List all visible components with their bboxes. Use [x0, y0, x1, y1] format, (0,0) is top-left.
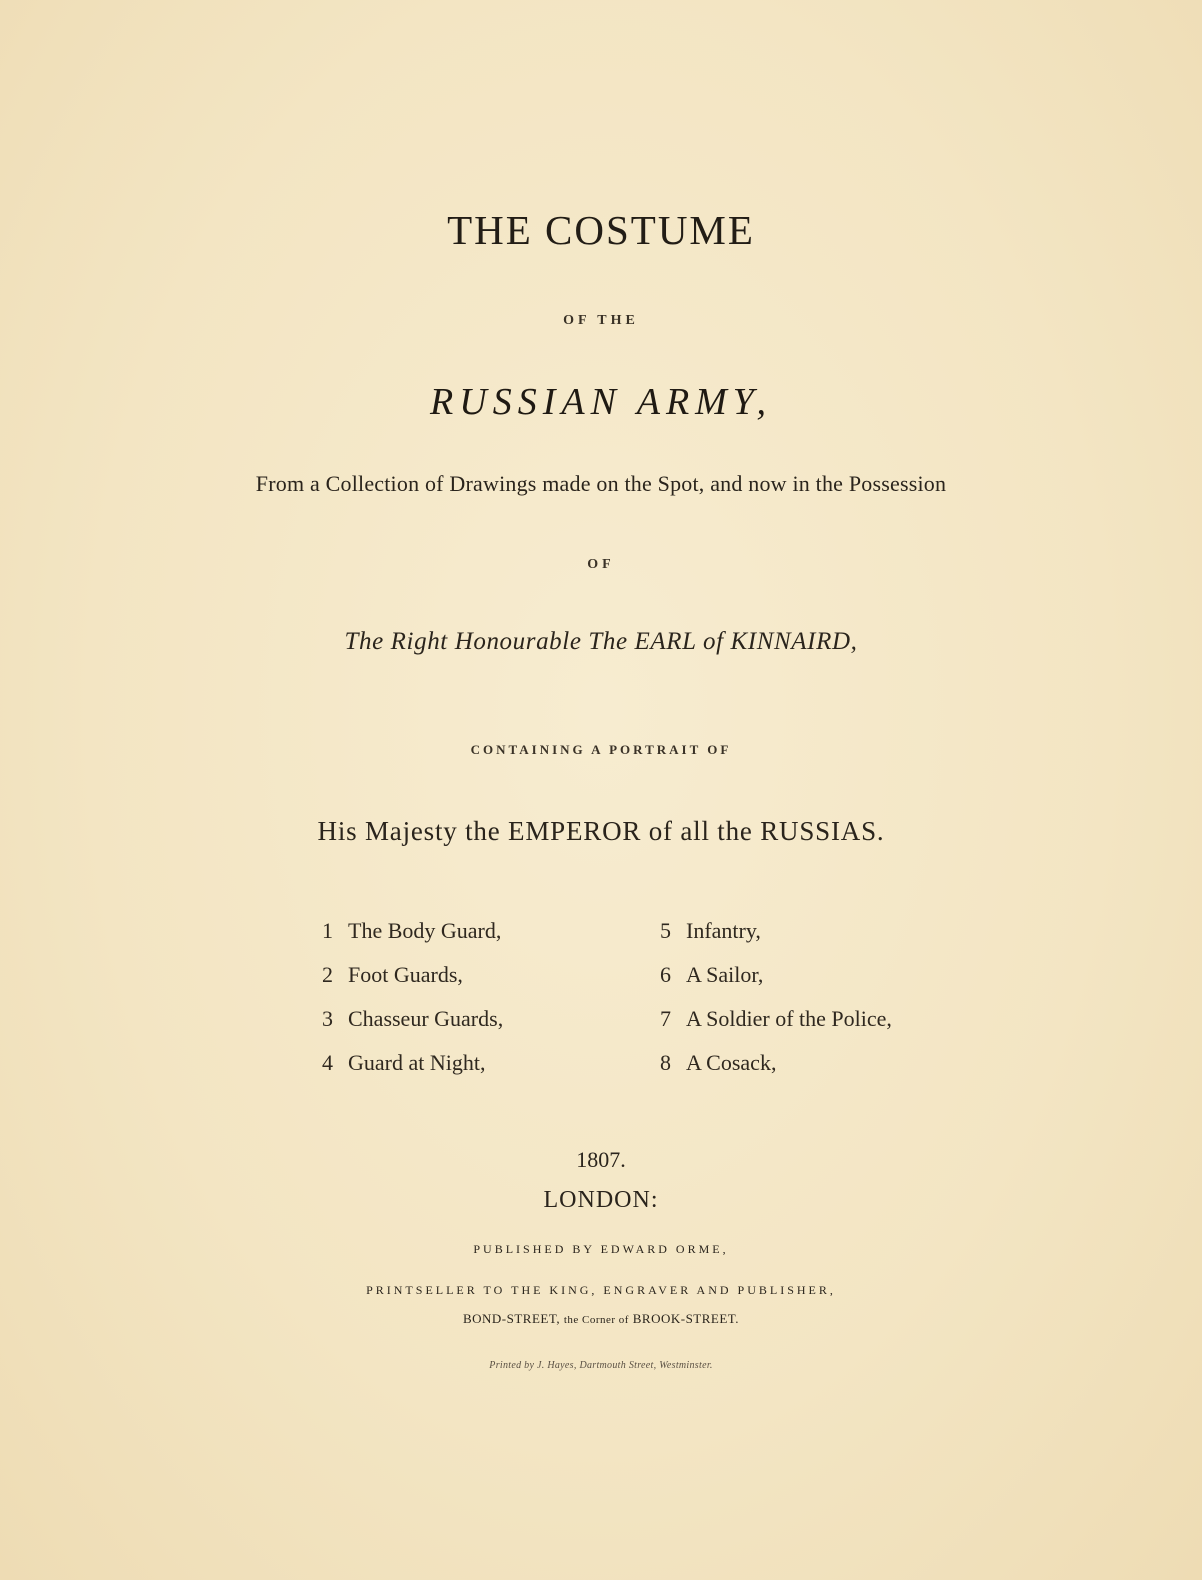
plate-item	[660, 962, 763, 988]
plate-label: Guard at Night,	[348, 1050, 486, 1075]
plate-label: A Cosack,	[686, 1050, 777, 1075]
plate-item	[660, 1050, 776, 1076]
plate-list	[0, 918, 1202, 1098]
address-street: BOND-STREET,	[462, 1311, 561, 1326]
plate-label: Foot Guards,	[348, 962, 463, 987]
plate-label: Chasseur Guards,	[348, 1006, 504, 1031]
of-line: OF	[587, 557, 615, 572]
publisher-line: PUBLISHED BY EDWARD ORME,	[473, 1242, 729, 1256]
plate-item	[322, 1006, 503, 1032]
plate-label: A Soldier of the Police,	[686, 1006, 892, 1031]
collection-description: From a Collection of Drawings made on the Spot, and now in the Possession	[255, 471, 947, 496]
plate-number: 6	[660, 962, 671, 987]
address-corner: the Corner of	[563, 1314, 629, 1326]
plate-number: 8	[660, 1050, 671, 1075]
plate-item	[660, 918, 761, 944]
plate-item	[322, 962, 463, 988]
plate-number: 7	[660, 1006, 671, 1031]
plate-label: Infantry,	[686, 918, 761, 943]
plate-item	[322, 918, 501, 944]
publication-year: 1807.	[576, 1147, 626, 1172]
plate-item	[322, 1050, 485, 1076]
address-cross-street: BROOK-STREET.	[632, 1311, 740, 1326]
book-title: THE COSTUME	[447, 207, 755, 253]
owner-name: The Right Honourable The EARL of KINNAIRD,	[344, 628, 858, 655]
publisher-title: PRINTSELLER TO THE KING, ENGRAVER AND PUBLISHER,	[366, 1283, 836, 1297]
plate-number: 5	[660, 918, 671, 943]
plate-number: 2	[322, 962, 333, 987]
containing-line: CONTAINING A PORTRAIT OF	[470, 742, 732, 757]
printer-credit: Printed by J. Hayes, Dartmouth Street, Westminster.	[489, 1360, 713, 1371]
of-the-line: OF THE	[563, 313, 639, 328]
subject-heading: RUSSIAN ARMY,	[430, 381, 772, 423]
plate-label: The Body Guard,	[348, 918, 502, 943]
plate-number: 3	[322, 1006, 333, 1031]
plate-label: A Sailor,	[686, 962, 764, 987]
plate-number: 1	[322, 918, 333, 943]
plate-item	[660, 1006, 892, 1032]
publication-city: LONDON:	[543, 1187, 659, 1213]
portrait-subject: His Majesty the EMPEROR of all the RUSSIAS.	[317, 816, 885, 846]
plate-number: 4	[322, 1050, 333, 1075]
publisher-address	[0, 1311, 1202, 1327]
